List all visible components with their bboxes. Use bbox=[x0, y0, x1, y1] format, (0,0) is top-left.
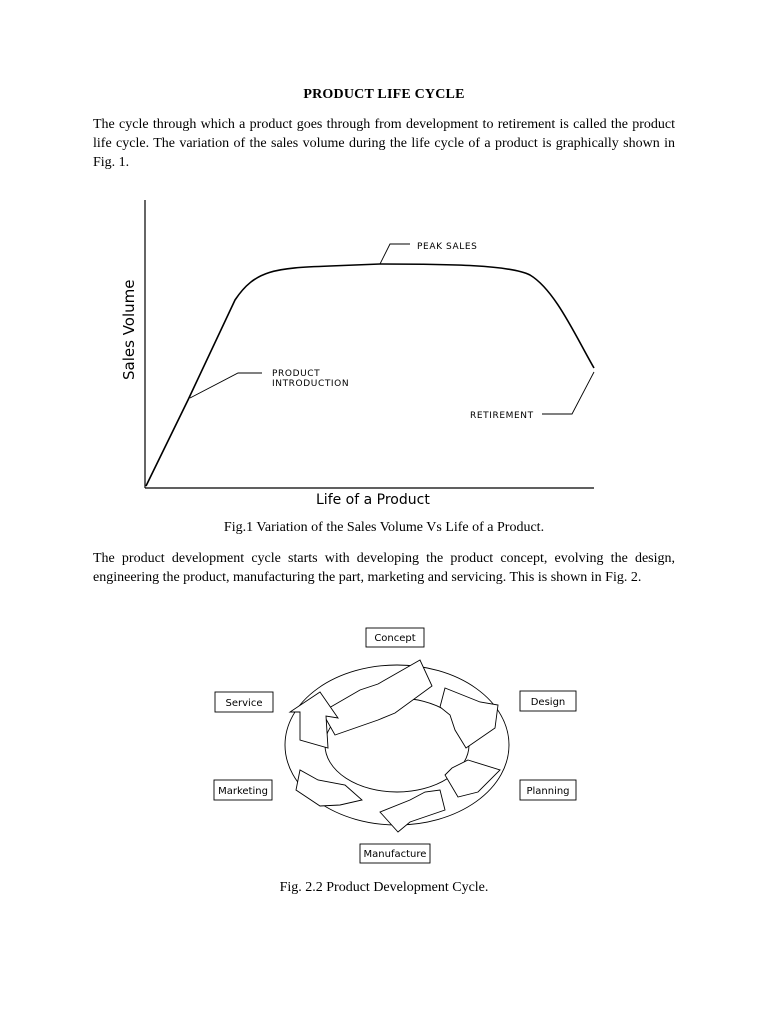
cycle-arrow-right-bottom bbox=[445, 760, 500, 797]
product-intro-label-2: INTRODUCTION bbox=[272, 379, 350, 389]
product-intro-label-1: PRODUCT bbox=[272, 369, 321, 379]
y-axis-label: Sales Volume bbox=[120, 279, 138, 380]
x-axis-label: Life of a Product bbox=[316, 492, 430, 508]
stage-design-label: Design bbox=[530, 697, 566, 708]
development-paragraph: The product development cycle starts with developing the product concept, evolving the design, engineering the product, manufacturing the part, marketing and servicing. This is shown in Fig. 2. bbox=[93, 551, 675, 585]
page-title: PRODUCT LIFE CYCLE bbox=[303, 87, 465, 102]
stage-service-label: Service bbox=[225, 698, 263, 709]
retirement-label: RETIREMENT bbox=[470, 411, 534, 421]
peak-leader-line bbox=[380, 244, 410, 264]
cycle-arrow-right-top bbox=[440, 688, 498, 748]
intro-paragraph: The cycle through which a product goes through from development to retirement is called the product life cycle. The variation of the sales volume during the life cycle of a product is graphically shown in Fig. 1. bbox=[93, 117, 675, 170]
cycle-arrow-top bbox=[322, 660, 432, 735]
figure2-caption: Fig. 2.2 Product Development Cycle. bbox=[279, 880, 489, 895]
stage-manufacture-label: Manufacture bbox=[363, 849, 427, 860]
cycle-arrow-left-bottom bbox=[296, 770, 362, 806]
stage-marketing-label: Marketing bbox=[218, 786, 268, 797]
stage-planning-label: Planning bbox=[526, 786, 570, 797]
peak-sales-label: PEAK SALES bbox=[417, 242, 478, 252]
development-cycle-diagram bbox=[214, 628, 576, 863]
figure1-caption: Fig.1 Variation of the Sales Volume Vs Life of a Product. bbox=[223, 520, 545, 535]
cycle-arrow-bottom bbox=[380, 790, 445, 832]
sales-curve bbox=[146, 264, 594, 486]
stage-concept-label: Concept bbox=[374, 633, 416, 644]
retirement-leader-line bbox=[542, 372, 594, 414]
intro-leader-line bbox=[190, 373, 262, 398]
